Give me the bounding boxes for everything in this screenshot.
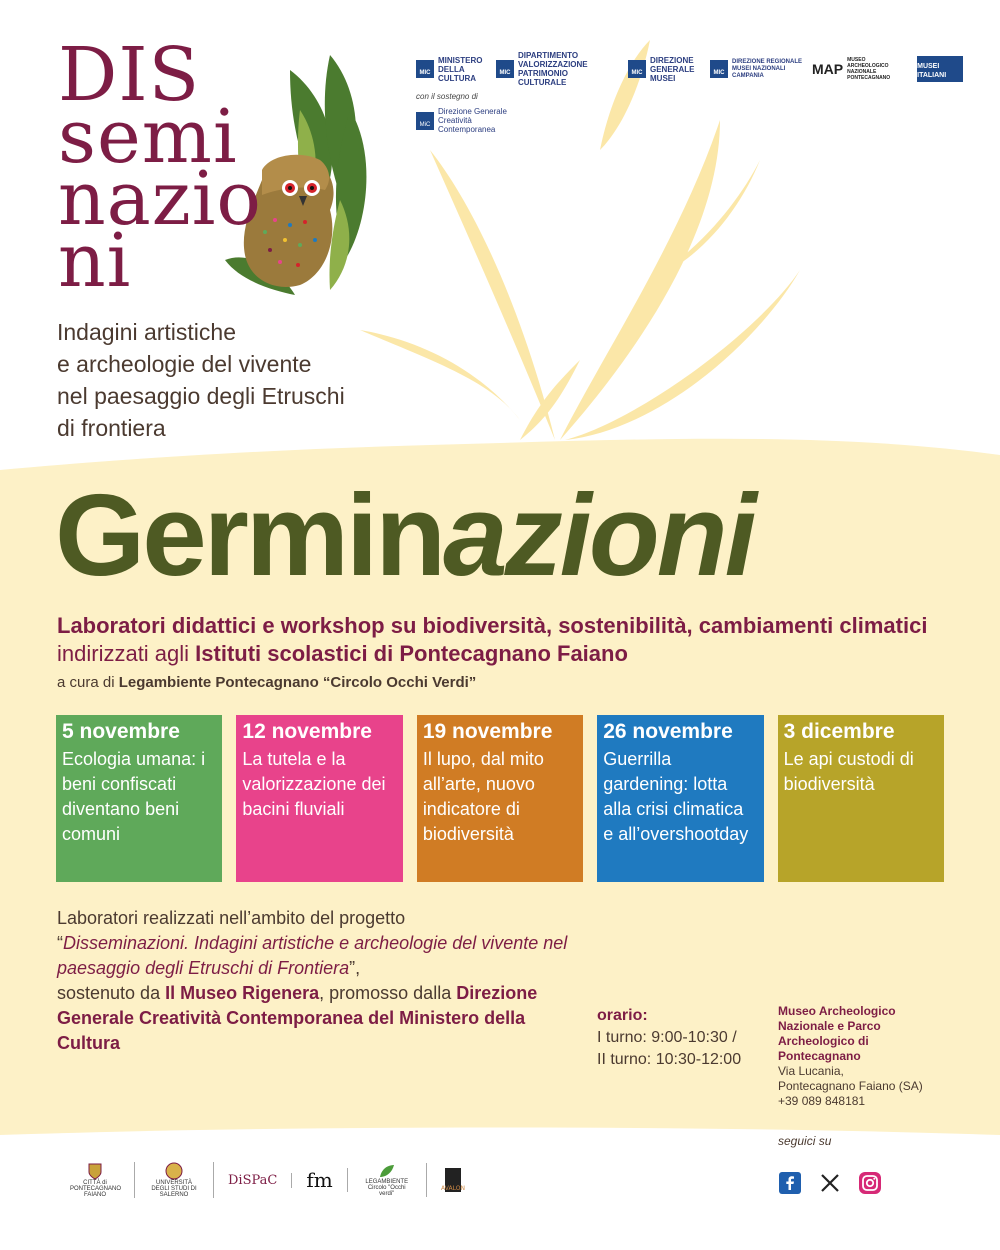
card-date: 12 novembre: [242, 720, 372, 743]
institution-logo: MAP MUSEO ARCHEOLOGICO NAZIONALE PONTECAGNANO: [812, 57, 891, 81]
card-date: 3 dicembre: [783, 720, 895, 743]
institution-logo: MIC MINISTERO DELLA CULTURA: [416, 56, 486, 83]
partner-logo: CITTÀ di PONTECAGNANO FAIANO: [56, 1162, 135, 1198]
disseminazioni-logo: [58, 32, 262, 304]
card-topic: Ecologia umana: i beni confiscati diventano beni comuni: [62, 749, 206, 844]
facebook-icon[interactable]: [778, 1171, 802, 1195]
partner-logo: [427, 1166, 479, 1194]
partner-logo: DiSPaC: [214, 1173, 292, 1188]
crest-icon: [87, 1162, 103, 1180]
logo-line: DIS: [58, 32, 201, 118]
support-logo: MiC Direzione Generale Creatività Contemporanea: [416, 107, 528, 134]
institution-logo: MIC DIREZIONE GENERALE MUSEI: [628, 56, 700, 83]
subtitle-line: nel paesaggio degli Etruschi: [57, 383, 345, 409]
card-topic: Guerrilla gardening: lotta alla crisi climatica e all’overshootday: [603, 749, 749, 844]
legambiente-leaf-icon: [378, 1163, 396, 1179]
museum-name: Museo Archeologico Nazionale e Parco Archeologico di Pontecagnano: [778, 1004, 896, 1063]
museum-address: Museo Archeologico Nazionale e Parco Archeologico di Pontecagnano Via Lucania, Pontecagnano Faiano (SA) +39 089 848181: [778, 1004, 923, 1108]
project-info: Laboratori realizzati nell’ambito del progetto “Disseminazioni. Indagini artistiche e archeologie del vivente nel paesaggio degli Etruschi di Frontiera”, sostenuto da Il Museo Rigenera, promosso dalla Direzione Generale Creatività Contemporanea del Ministero della Cultura: [57, 908, 568, 1053]
schedule-label: orario:: [597, 1007, 648, 1024]
workshop-card: [778, 715, 944, 882]
mic-icon: MIC: [416, 60, 434, 78]
schedule-turn: I turno: 9:00-10:30 /: [597, 1029, 737, 1046]
logo-line: nazio: [58, 156, 262, 242]
event-description: Laboratori didattici e workshop su biodiversità, sostenibilità, cambiamenti climatici indirizzati agli Istituti scolastici di Pontecagnano Faiano: [57, 613, 928, 666]
x-icon[interactable]: [818, 1171, 842, 1195]
main-title: Germinazioni: [55, 470, 754, 600]
card-date: 19 novembre: [422, 720, 553, 743]
university-seal-icon: [165, 1162, 183, 1180]
card-date: 26 novembre: [603, 720, 733, 743]
card-topic: Le api custodi di biodiversità: [783, 749, 914, 794]
instagram-icon[interactable]: [858, 1171, 882, 1195]
partner-logo: UNIVERSITÀ DEGLI STUDI DI SALERNO: [135, 1162, 214, 1198]
svg-text:AVALON: AVALON: [440, 1185, 465, 1192]
mic-icon: MIC: [496, 60, 514, 78]
institution-logos: [416, 51, 956, 87]
curated-by: a cura di Legambiente Pontecagnano “Circolo Occhi Verdi”: [57, 674, 477, 691]
social-links: [778, 1171, 882, 1195]
partner-logo: LEGAMBIENTE Circolo "Occhi verdi": [348, 1163, 427, 1197]
schedule-turn: II turno: 10:30-12:00: [597, 1051, 742, 1068]
subtitle-line: e archeologie del vivente: [57, 351, 312, 377]
workshop-card: [417, 715, 583, 882]
map-logo-icon: MAP: [812, 60, 844, 77]
workshop-card: [236, 715, 402, 882]
institution-logo: MUSEI ITALIANI: [917, 56, 963, 82]
workshop-card: [597, 715, 763, 882]
mic-icon: MIC: [710, 60, 728, 78]
workshop-card: [56, 715, 222, 882]
schedule: [597, 1005, 741, 1071]
support-label: con il sostegno di: [416, 92, 478, 101]
project-subtitle: [57, 316, 387, 444]
workshop-cards: [56, 715, 944, 882]
subtitle-line: Indagini artistiche: [57, 319, 236, 345]
institution-logo: MIC DIPARTIMENTO VALORIZZAZIONE PATRIMONIO CULTURALE: [496, 51, 618, 87]
card-topic: La tutela e la valorizzazione dei bacini fluviali: [242, 749, 386, 819]
partner-logos: [56, 1160, 479, 1200]
partner-logo: fm: [292, 1168, 347, 1192]
mic-icon: MiC: [416, 112, 434, 130]
subtitle-line: di frontiera: [57, 415, 166, 441]
institution-logo: MIC DIREZIONE REGIONALE MUSEI NAZIONALI CAMPANIA: [710, 59, 802, 80]
mic-icon: MIC: [628, 60, 646, 78]
logo-line: ni: [58, 218, 132, 304]
follow-us-label: seguici su: [778, 1134, 832, 1148]
logo-line: semi: [58, 94, 238, 180]
card-topic: Il lupo, dal mito all’arte, nuovo indicatore di biodiversità: [422, 749, 544, 844]
card-date: 5 novembre: [62, 720, 180, 743]
avalon-logo-icon: [441, 1166, 465, 1194]
